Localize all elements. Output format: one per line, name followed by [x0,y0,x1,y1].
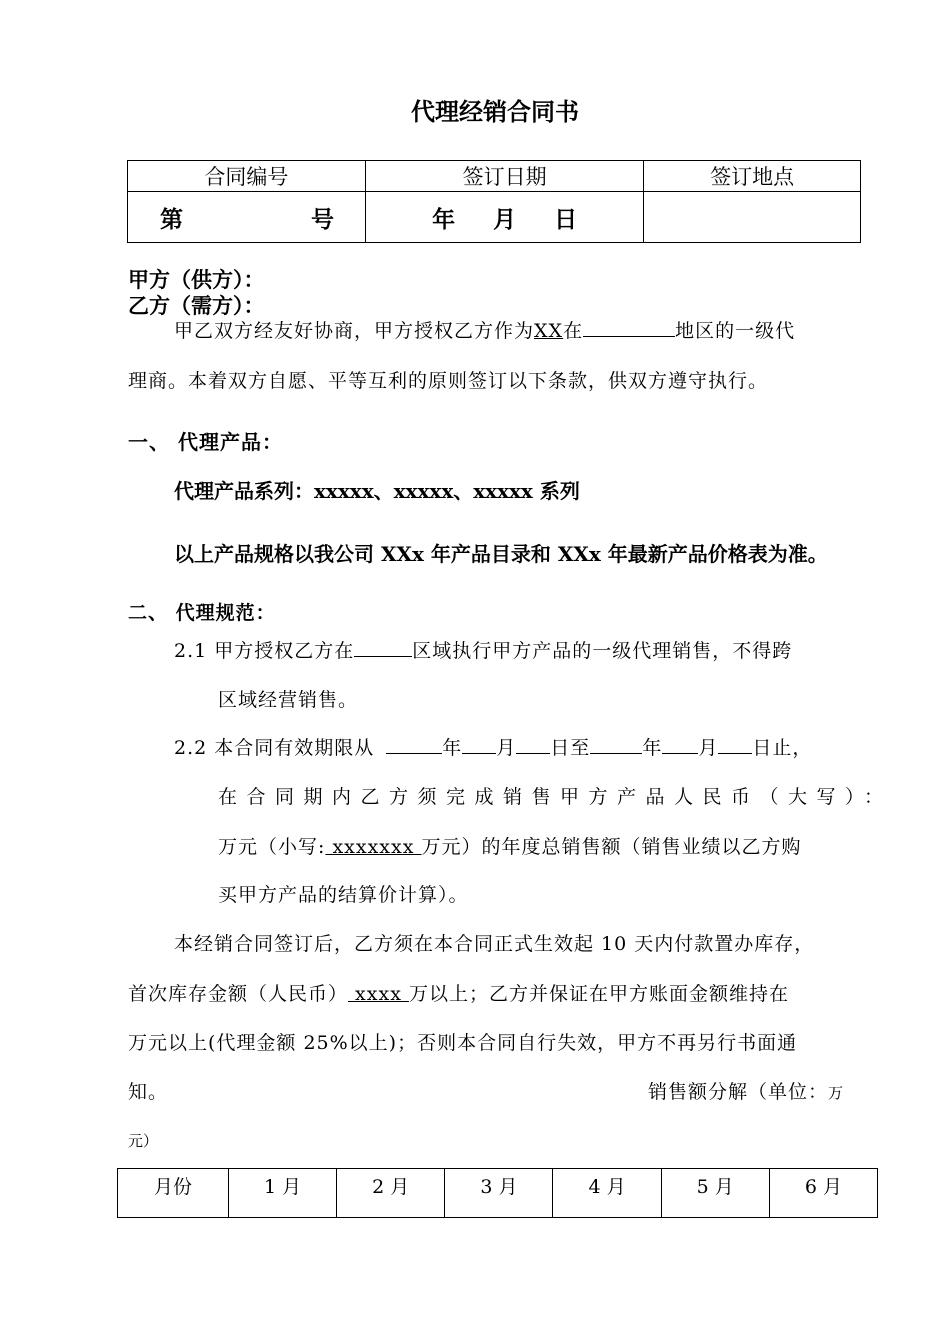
signing-date-label: 签订日期 [365,161,644,192]
stock-line-3: 万元以上(代理金额 25%以上)；否则本合同自行失效，甲方不再另行书面通 [128,1032,798,1054]
stock-line-4: 知。 [128,1081,169,1103]
document-title: 代理经销合同书 [411,98,579,126]
signing-place-label: 签订地点 [644,161,861,192]
clause-2-1-line-1: 2.1 甲方授权乙方在 区域执行甲方产品的一级代理销售，不得跨 [174,636,792,663]
clause-2-2-line-2: 在合同期内乙方须完成销售甲方产品人民币（大写）： [218,786,893,808]
clause-2-2-line-4: 买甲方产品的结算价计算）。 [218,884,469,906]
intro-line-2: 理商。本着双方自愿、平等互利的原则签订以下条款，供双方遵守执行。 [128,370,769,392]
table-cell-month-3: 3 月 [445,1169,553,1218]
contract-header-table [127,160,861,243]
table-cell-month-label: 月份 [118,1169,229,1218]
table-cell-month-2: 2 月 [337,1169,445,1218]
number-prefix: 第 [160,206,183,233]
party-a-label: 甲方（供方）： [128,268,265,292]
sales-breakdown-unit: 元） [128,1132,159,1150]
section-2-heading: 二、 代理规范： [128,602,276,624]
monthly-sales-table [117,1168,878,1218]
date-month: 月 [493,206,517,233]
signing-date-field [365,192,644,243]
intro-line-1: 甲乙双方经友好协商，甲方授权乙方作为XX在 地区的一级代 [174,316,795,343]
stock-line-2: 首次库存金额（人民币） xxxx 万以上；乙方并保证在甲方账面金额维持在 [128,983,789,1005]
clause-2-2-line-3: 万元（小写: xxxxxxx 万元）的年度总销售额（销售业绩以乙方购 [218,836,802,858]
number-suffix: 号 [311,206,334,233]
table-cell-month-5: 5 月 [661,1169,769,1218]
clause-2-2-line-1: 2.2 本合同有效期限从 年 月 日至 年 月 日止， [174,733,812,760]
signing-place-field [644,192,861,243]
contract-number-label: 合同编号 [128,161,366,192]
stock-line-1: 本经销合同签订后，乙方须在本合同正式生效起 10 天内付款置办库存， [174,933,815,955]
product-spec-note: 以上产品规格以我公司 XXx 年产品目录和 XXx 年最新产品价格表为准。 [174,542,828,566]
table-cell-month-6: 6 月 [769,1169,877,1218]
product-series: 代理产品系列：xxxxx、xxxxx、xxxxx 系列 [174,479,580,503]
date-year: 年 [432,206,456,233]
section-1-heading: 一、 代理产品： [128,430,283,454]
clause-2-1-line-2: 区域经营销售。 [218,689,359,711]
sales-breakdown-label: 销售额分解（单位：万 [648,1081,845,1103]
table-row [118,1169,878,1218]
table-cell-month-4: 4 月 [553,1169,661,1218]
date-day: 日 [554,206,578,233]
table-cell-month-1: 1 月 [229,1169,337,1218]
party-b-label: 乙方（需方）： [128,294,265,318]
contract-number-field [128,192,366,243]
